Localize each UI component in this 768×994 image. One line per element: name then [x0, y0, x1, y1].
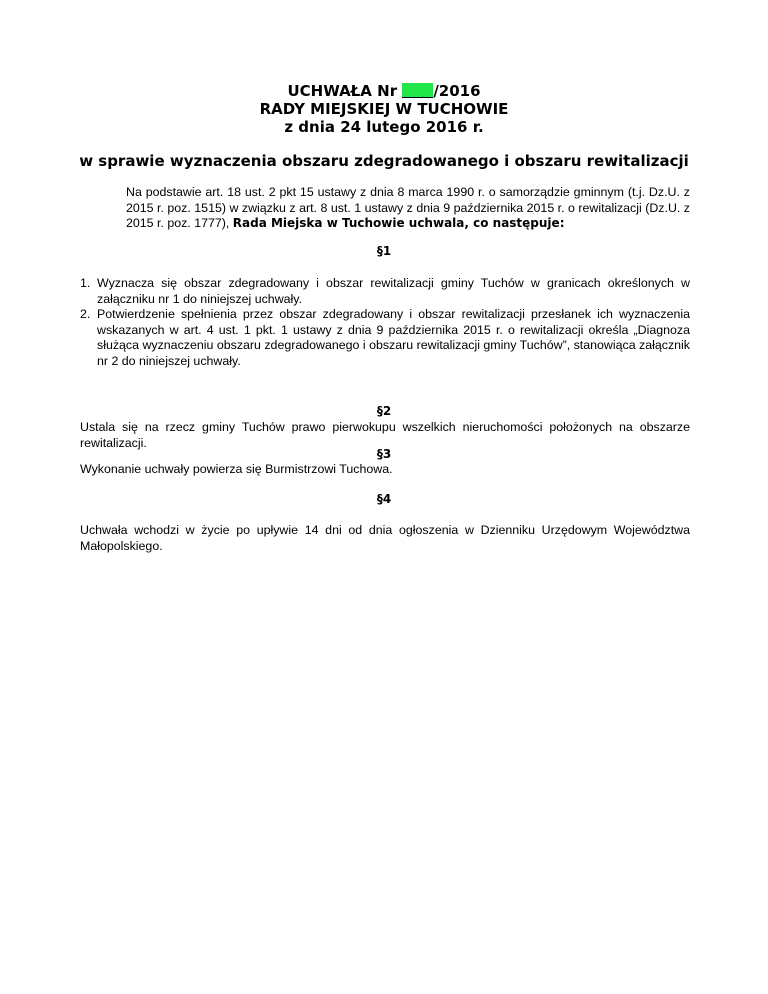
- preamble-text: Na podstawie art. 18 ust. 2 pkt 15 ustawy z dnia 8 marca 1990 r. o samorządzie gminnym (t.j. Dz.U. z 2015 r. poz. 1515) w związku z art. 8 ust. 1 ustawy z dnia 9 października 2015 r. o rewitalizacji (Dz.U. z 2015 r. poz. 1777),: [126, 185, 690, 230]
- list-item: [80, 276, 690, 307]
- list-item-text: Wyznacza się obszar zdegradowany i obszar rewitalizacji gminy Tuchów w granicach określonych w załączniku nr 1 do niniejszej uchwały.: [97, 276, 690, 306]
- preamble-bold: Rada Miejska w Tuchowie uchwala, co następuje:: [232, 216, 565, 230]
- section-sign-1: §1: [376, 244, 392, 258]
- resolution-subject: w sprawie wyznaczenia obszaru zdegradowanego i obszaru rewitalizacji: [79, 152, 689, 170]
- section-sign-2: §2: [376, 404, 392, 418]
- section-2-text: Ustala się na rzecz gminy Tuchów prawo pierwokupu wszelkich nieruchomości położonych na obszarze rewitalizacji.: [80, 420, 690, 450]
- list-item: [80, 307, 690, 369]
- list-item-text: Potwierdzenie spełnienia przez obszar zdegradowany i obszar rewitalizacji przesłanek ich wyznaczenia wskazanych w art. 4 ust. 1 pkt. 1 ustawy z dnia 9 października 2015 r. o rewitalizacji określa „Diagnoza służąca wyznaczeniu obszaru zdegradowanego i obszaru rewitalizacji gminy Tuchów”, stanowiąca załącznik nr 2 do niniejszej uchwały.: [97, 307, 690, 368]
- resolution-date: z dnia 24 lutego 2016 r.: [284, 118, 484, 136]
- section-1-list: [80, 276, 690, 369]
- resolution-title-suffix: /2016: [433, 82, 481, 100]
- resolution-header: [0, 82, 768, 136]
- section-4-text: Uchwała wchodzi w życie po upływie 14 dni od dnia ogłoszenia w Dzienniku Urzędowym Województwa Małopolskiego.: [80, 523, 690, 553]
- list-item-number: 1.: [80, 276, 91, 290]
- preamble: [80, 185, 690, 232]
- list-item-number: 2.: [80, 307, 91, 321]
- council-name: RADY MIEJSKIEJ W TUCHOWIE: [259, 100, 509, 118]
- resolution-number-blank: [402, 83, 433, 98]
- section-3-text: Wykonanie uchwały powierza się Burmistrzowi Tuchowa.: [80, 462, 393, 476]
- resolution-title-prefix: UCHWAŁA Nr: [287, 82, 403, 100]
- preamble-paragraph: [80, 185, 690, 232]
- section-sign-4: §4: [376, 492, 392, 506]
- resolution-number-line: [0, 82, 768, 100]
- section-sign-3: §3: [376, 447, 392, 461]
